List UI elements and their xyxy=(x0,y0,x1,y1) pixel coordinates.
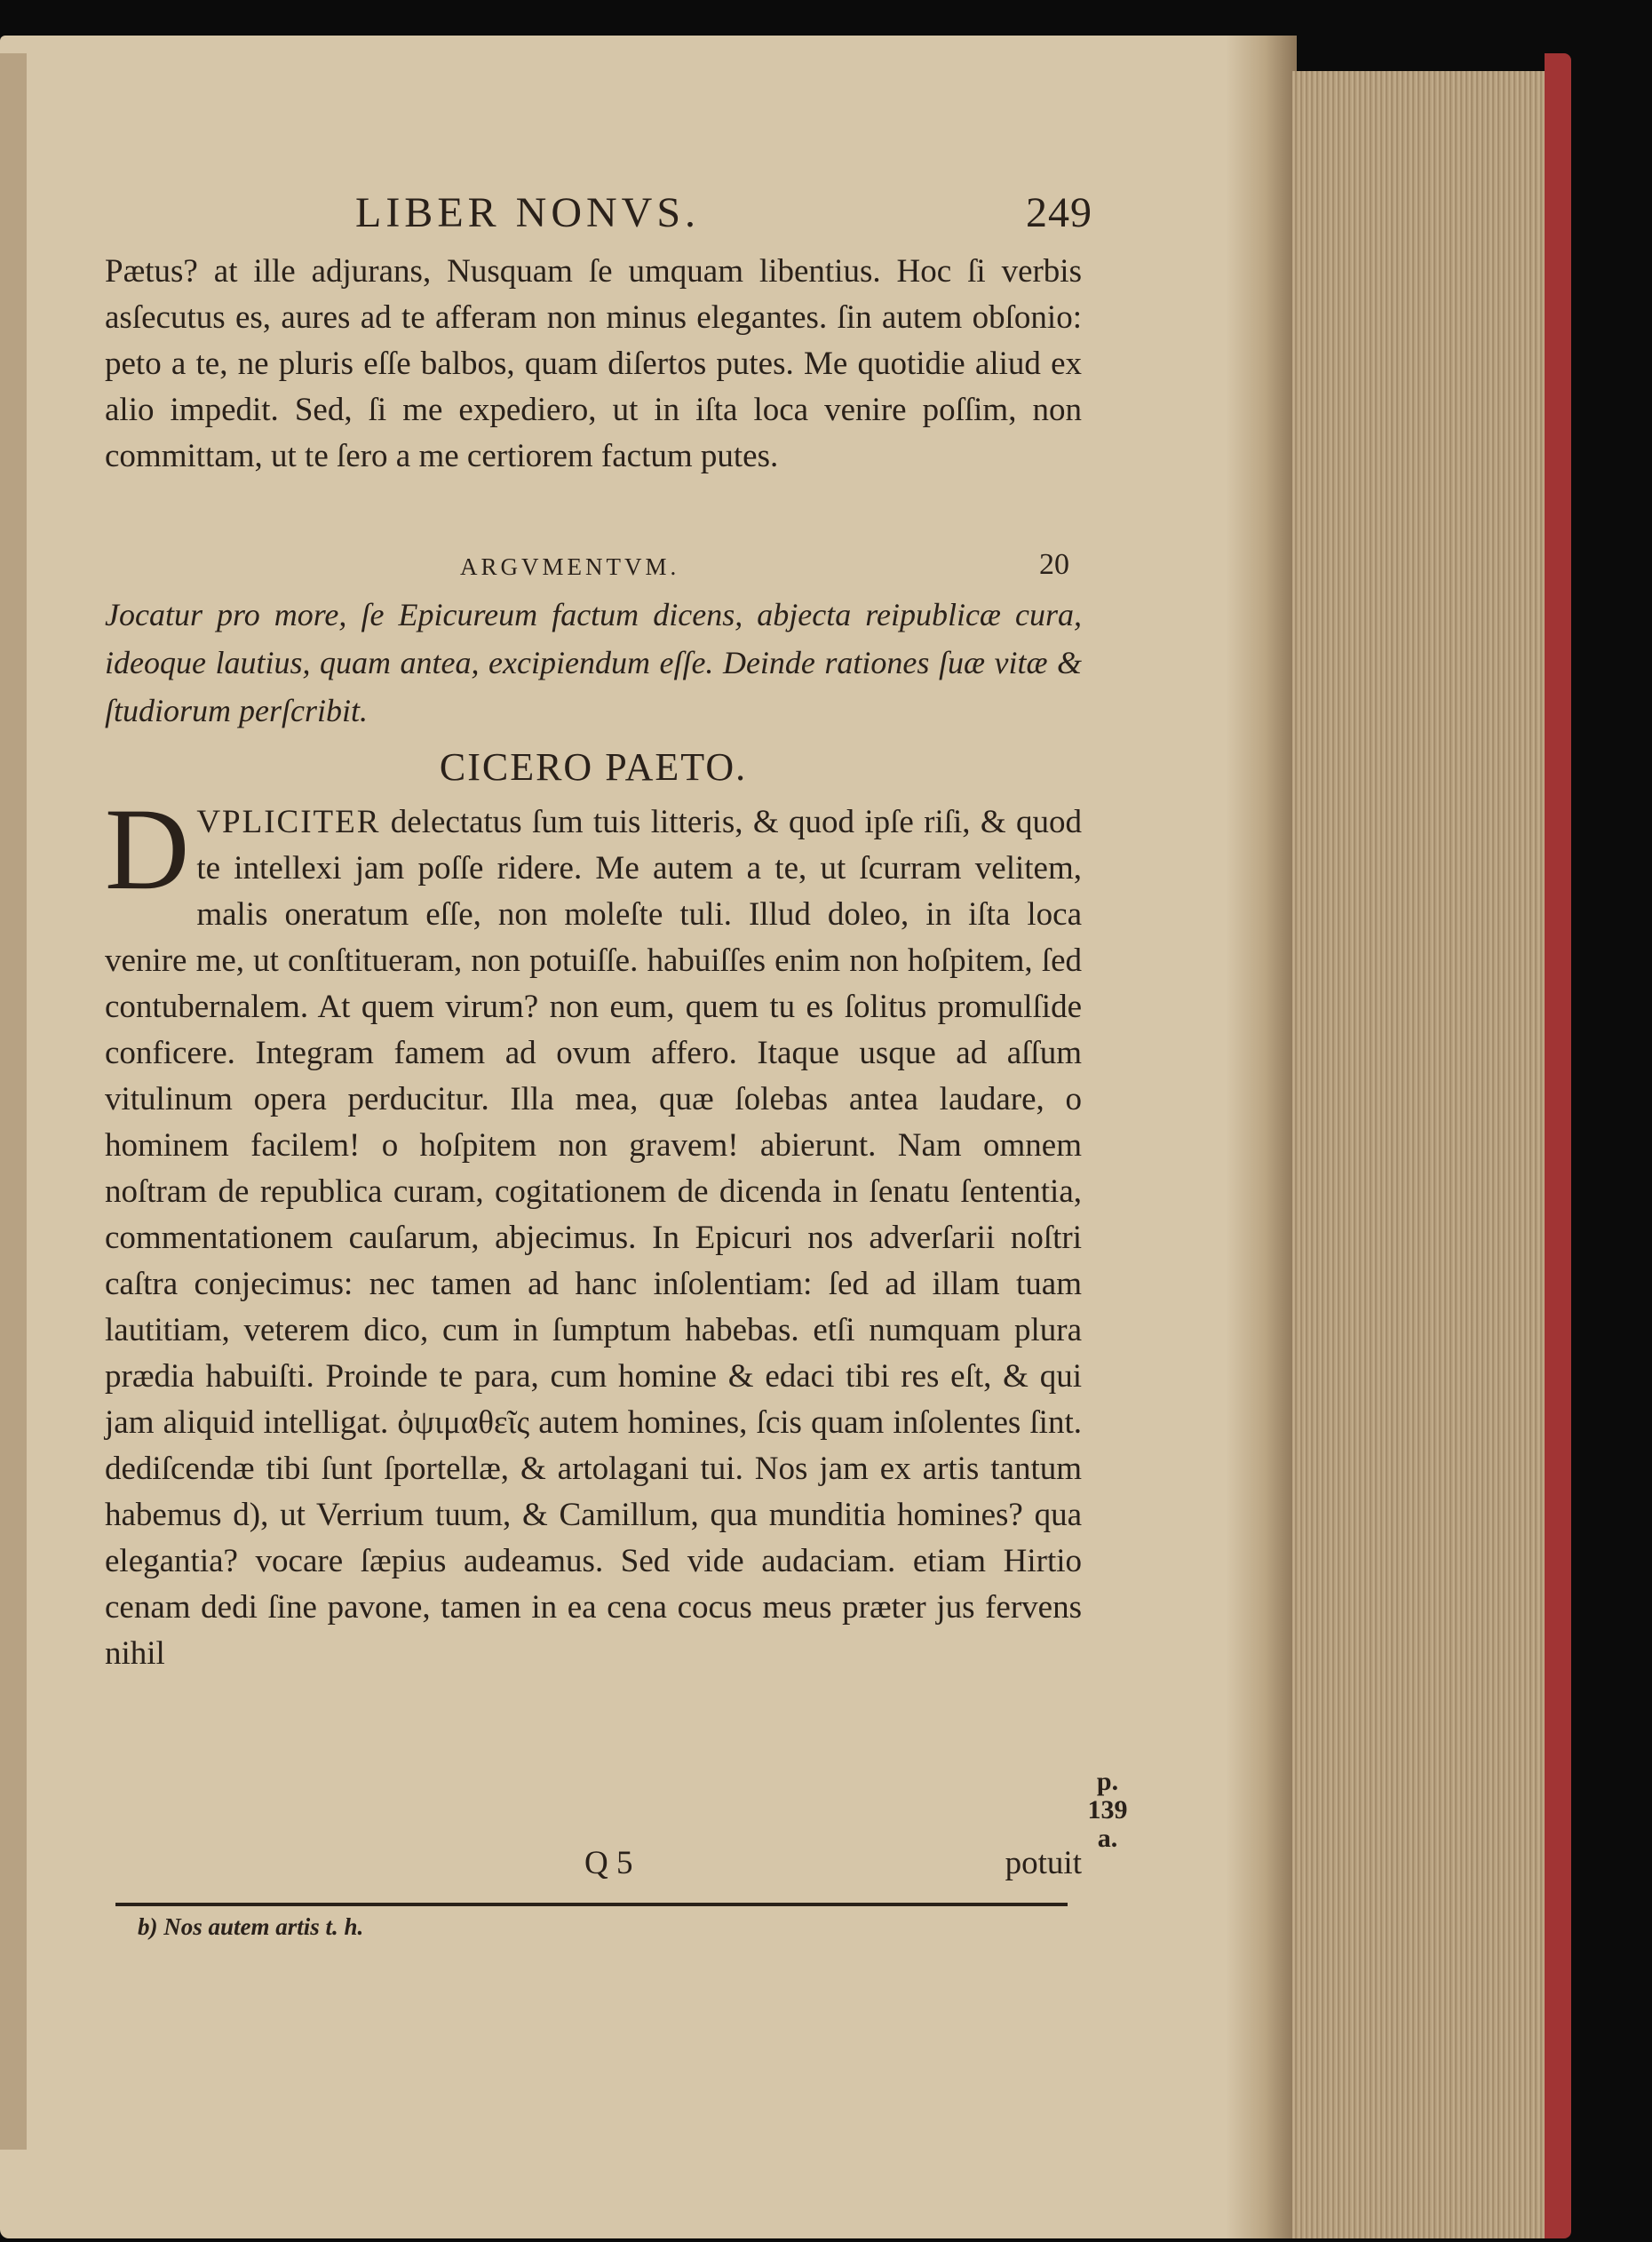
margin-note-line-1: p. xyxy=(1096,1767,1119,1796)
opening-caps: VPLICITER xyxy=(196,804,381,840)
letter-text: delectatus ſum tuis litteris, & quod ipſe riſi, & quod te intellexi jam poſſe ridere. Me autem a te, ut ſcurram velitem, malis oneratum eſſe, non moleſte tuli. Illud doleo, in iſta loca venire me, ut conſtitueram, non potuiſſe. habuiſſes enim non hoſpitem, ſed contubernalem. At quem virum? non eum, quem tu es ſolitus promulſide conficere. Integram famem ad ovum affero. Itaque usque ad aſſum vitulinum opera perducitur. Illa mea, quæ ſolebas antea laudare, o hominem facilem! o hoſpitem non gravem! abierunt. Nam omnem noſtram de republica curam, cogitationem de dicenda in ſenatu ſententia, commentationem cauſarum, abjecimus. In Epicuri nos adverſarii noſtri caſtra conjecimus: nec tamen ad hanc inſolentiam: ſed ad illam tuam lautitiam, veterem dico, cum in ſumptum habebas. etſi numquam plura prædia habuiſti. Proinde te para, cum homine & edaci tibi res eſt, & qui jam aliquid intelligat. ὀψιμαθεῖς autem homines, ſcis quam inſolentes ſint. dediſcendæ tibi ſunt ſportellæ, & artolagani tui. Nos jam ex artis tantum habemus d), ut Verrium tuum, & Camillum, qua munditia homines? qua elegantia? vocare ſæpius audeamus. Sed vide audaciam. etiam Hirtio cenam dedi ſine pavone, tamen in ea cena cocus meus præter jus fervens nihil xyxy=(105,804,1082,1672)
argument-summary: Jocatur pro more, ſe Epicureum factum dicens, abjecta reipublicæ cura, ideoque lautius, quam antea, excipiendum eſſe. Deinde rationes ſuæ vitæ & ſtudiorum perſcribit. xyxy=(105,597,1082,728)
footnote: b) Nos autem artis t. h. xyxy=(138,1913,364,1940)
letter-body xyxy=(105,783,1082,1677)
margin-note-line-3: a. xyxy=(1097,1824,1118,1853)
letter-title: CICERO PAETO. xyxy=(439,745,748,789)
argument-label: ARGVMENTVM. xyxy=(460,553,680,580)
book-gutter xyxy=(1226,36,1297,2238)
argument-heading xyxy=(105,546,1082,591)
margin-reference xyxy=(1085,1768,1130,1853)
catch-line xyxy=(105,1844,1082,1888)
book-page-edges xyxy=(1292,71,1550,2238)
running-header xyxy=(320,188,1092,242)
footnote-rule xyxy=(115,1903,1068,1906)
page-number: 249 xyxy=(1026,189,1092,236)
drop-cap: D xyxy=(105,783,190,914)
catchword: potuit xyxy=(1005,1845,1082,1881)
facing-page-edge xyxy=(0,53,27,2150)
signature-mark: Q 5 xyxy=(584,1845,633,1881)
margin-note-line-2: 139 xyxy=(1087,1795,1128,1825)
running-title: LIBER NONVS. xyxy=(355,189,701,236)
letter-number: 20 xyxy=(1039,548,1069,581)
continued-paragraph: Pætus? at ille adjurans, Nusquam ſe umquam libentius. Hoc ſi verbis asſecutus es, aures ad te afferam non minus elegantes. ſin autem obſonio: peto a te, ne pluris eſſe balbos, quam diſertos putes. Me quotidie aliud ex alio impedit. Sed, ſi me expediero, ut in iſta loca venire poſſim, non committam, ut te ſero a me certiorem factum putes. xyxy=(105,253,1082,474)
